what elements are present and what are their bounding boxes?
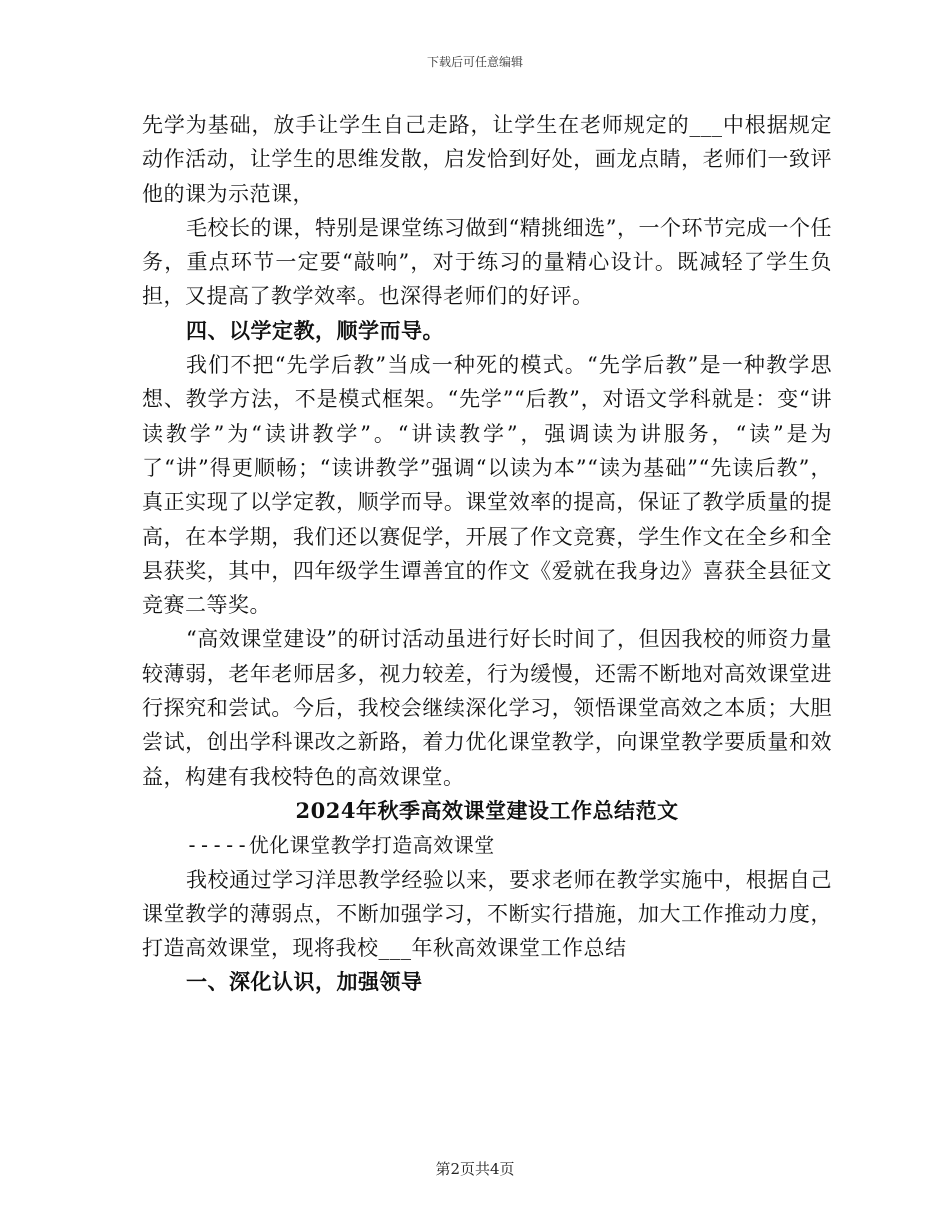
paragraph-research-activity: “高效课堂建设”的研讨活动虽进行好长时间了，但因我校的师资力量较薄弱，老年老师居多，视力较差，行为缓慢，还需不断地对高效课堂进行探究和尝试。今后，我校会继续深化学习，领悟课堂高效之本质；大胆尝试，创出学科课改之新路，着力优化课堂教学，向课堂教学要质量和效益，构建有我校特色的高效课堂。 xyxy=(142,627,832,789)
section-heading-four: 四、以学定教，顺学而导。 xyxy=(186,317,444,343)
document-subtitle: -----优化课堂教学打造高效课堂 xyxy=(186,833,495,858)
document-title: 2024年秋季高效课堂建设工作总结范文 xyxy=(295,797,679,823)
paragraph-principal-lesson: 毛校长的课，特别是课堂练习做到“精挑细选”，一个环节完成一个任务，重点环节一定要“敲响”，对于练习的量精心设计。既减轻了学生负担，又提高了教学效率。也深得老师们的好评。 xyxy=(142,215,832,309)
paragraph-teaching-mode: 我们不把“先学后教”当成一种死的模式。“先学后教”是一种教学思想、教学方法，不是模式框架。“先学”“后教”，对语文学科就是：变“讲读教学”为“读讲教学”。“讲读教学”，强调读为讲服务，“读”是为了“讲”得更顺畅；“读讲教学”强调“以读为本”“读为基础”“先读后教”，真正实现了以学定教，顺学而导。课堂效率的提高，保证了教学质量的提高，在本学期，我们还以赛促学，开展了作文竞赛，学生作文在全乡和全县获奖，其中，四年级学生谭善宜的作文《爱就在我身边》喜获全县征文竞赛二等奖。 xyxy=(142,353,832,618)
section-heading-one: 一、深化认识，加强领导 xyxy=(186,969,423,995)
paragraph-intro: 我校通过学习洋思教学经验以来，要求老师在教学实施中，根据自己课堂教学的薄弱点，不断加强学习，不断实行措施，加大工作推动力度，打造高效课堂，现将我校___年秋高效课堂工作总结 xyxy=(142,867,832,961)
page-footer: 第2页共4页 xyxy=(435,1160,515,1178)
page-header: 下载后可任意编辑 xyxy=(426,55,523,69)
paragraph-continuation: 先学为基础，放手让学生自己走路，让学生在老师规定的___中根据规定动作活动，让学生的思维发散，启发恰到好处，画龙点睛，老师们一致评他的课为示范课， xyxy=(142,113,832,206)
document-body xyxy=(142,108,832,1000)
